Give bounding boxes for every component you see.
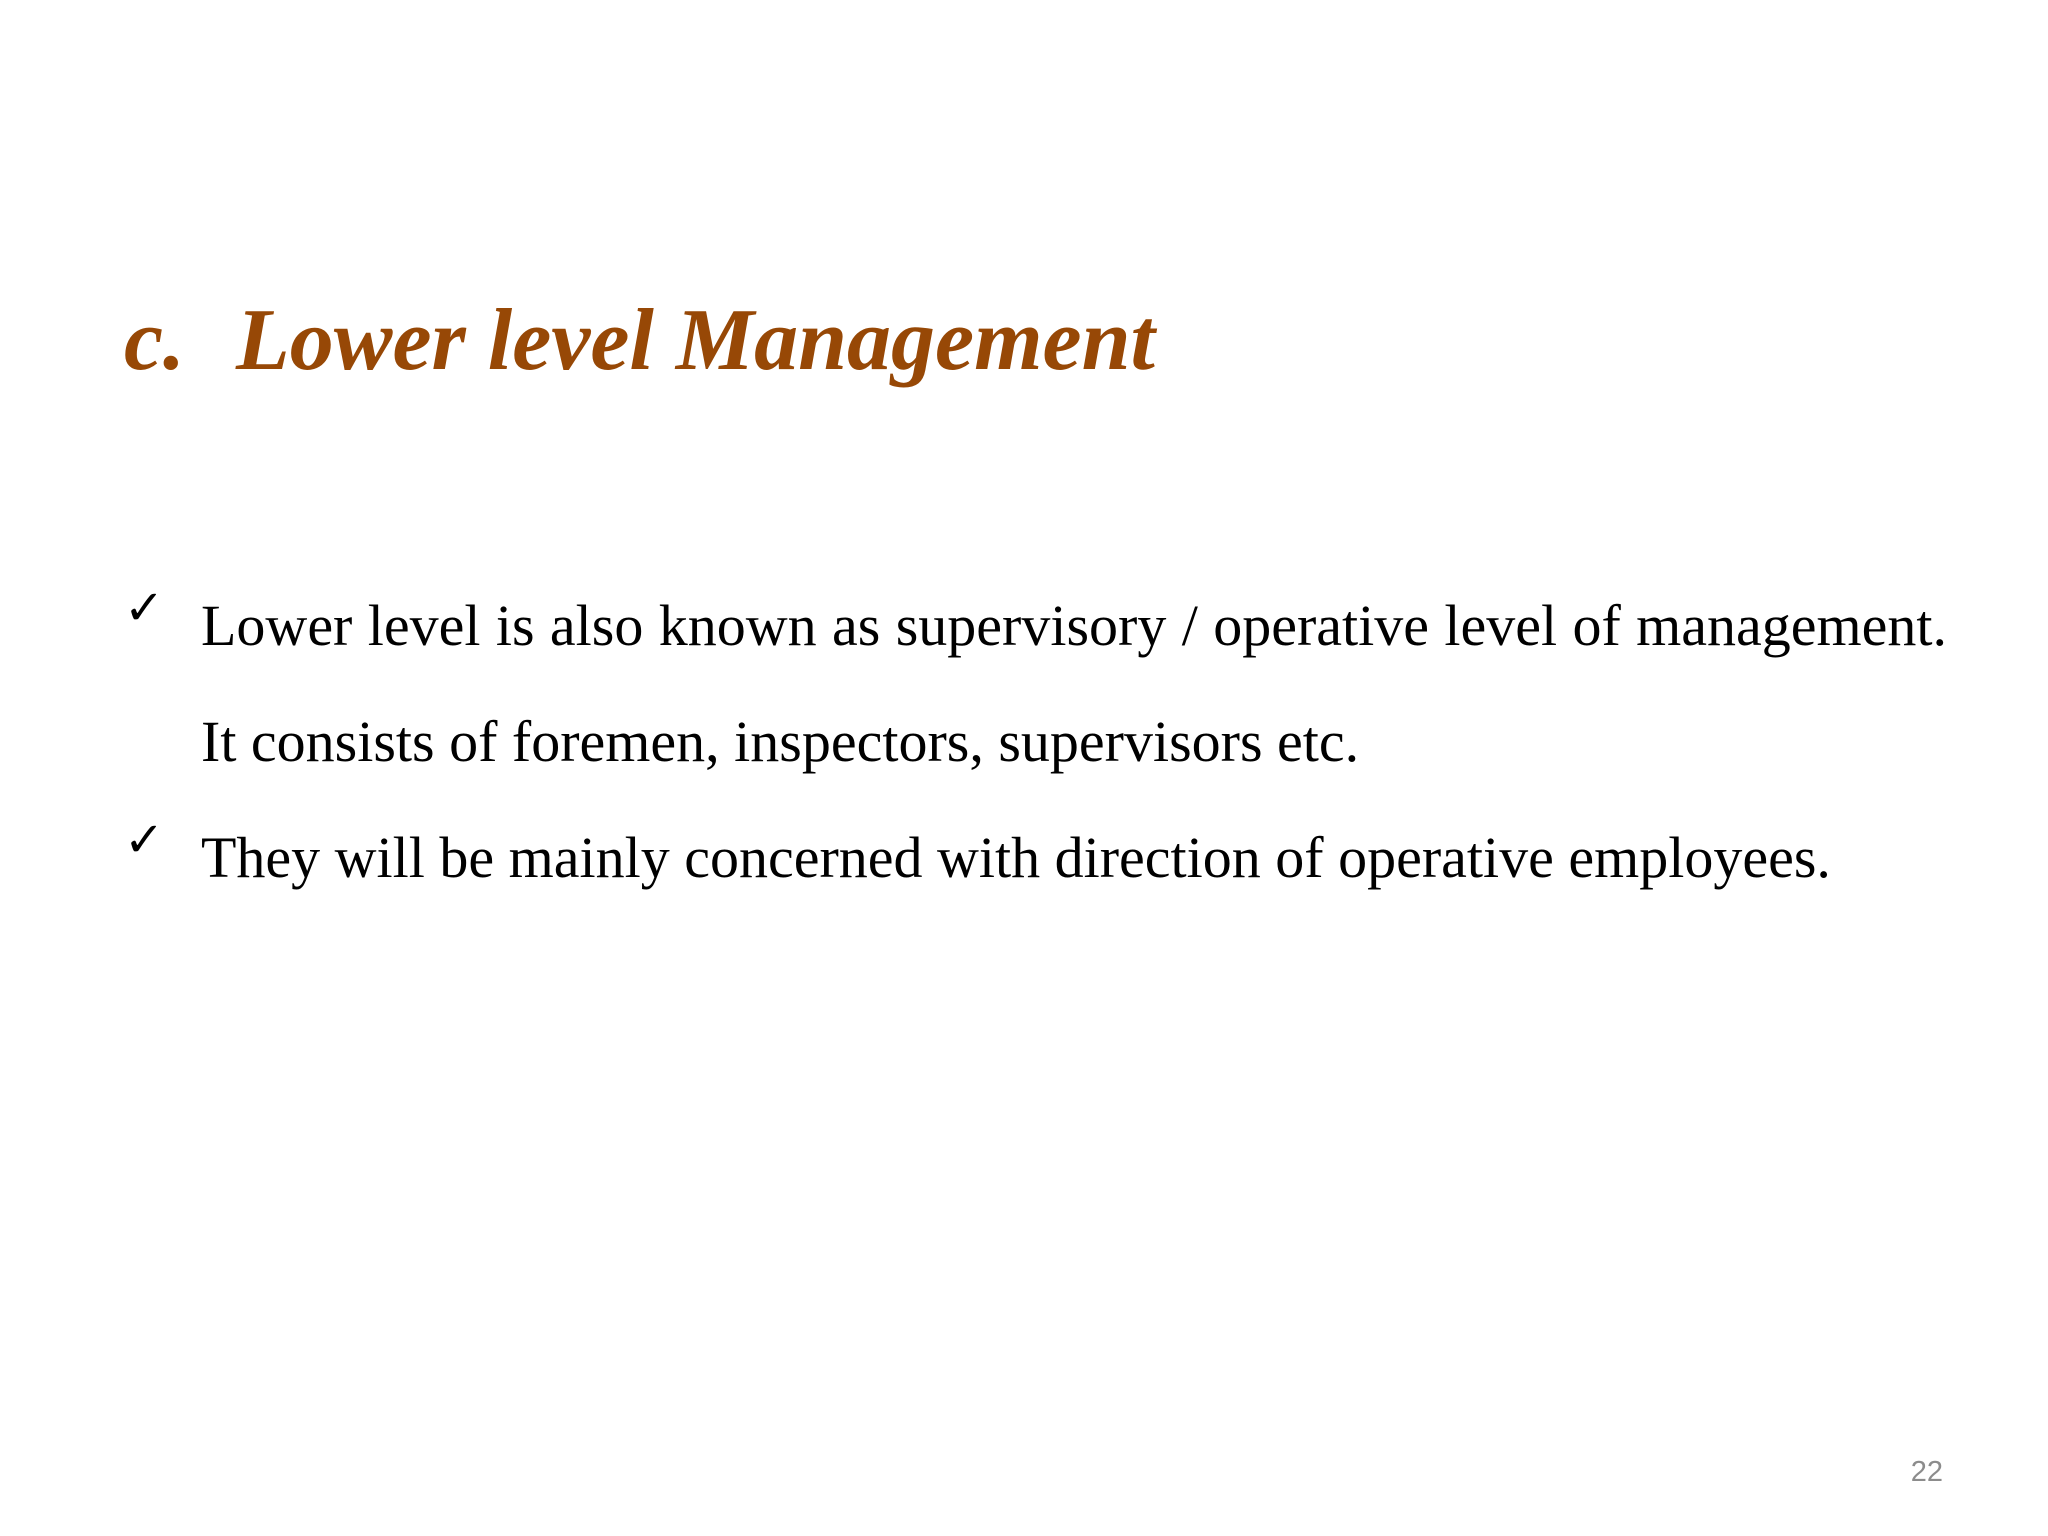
title-list-marker: c. bbox=[124, 292, 186, 389]
page-number: 22 bbox=[1910, 1456, 1943, 1488]
check-icon: ✓ bbox=[124, 812, 165, 868]
bullet-item bbox=[124, 800, 1947, 916]
bullet-text: Lower level is also known as supervisory / operative level of management. It consists of foremen, inspectors, supervisors etc. bbox=[201, 593, 1947, 774]
slide-title bbox=[124, 288, 1155, 394]
bullet-item bbox=[124, 568, 1947, 800]
bullet-list bbox=[124, 568, 1947, 916]
check-icon: ✓ bbox=[124, 580, 165, 636]
title-text: Lower level Management bbox=[236, 292, 1155, 389]
bullet-text: They will be mainly concerned with direction of operative employees. bbox=[201, 825, 1831, 890]
